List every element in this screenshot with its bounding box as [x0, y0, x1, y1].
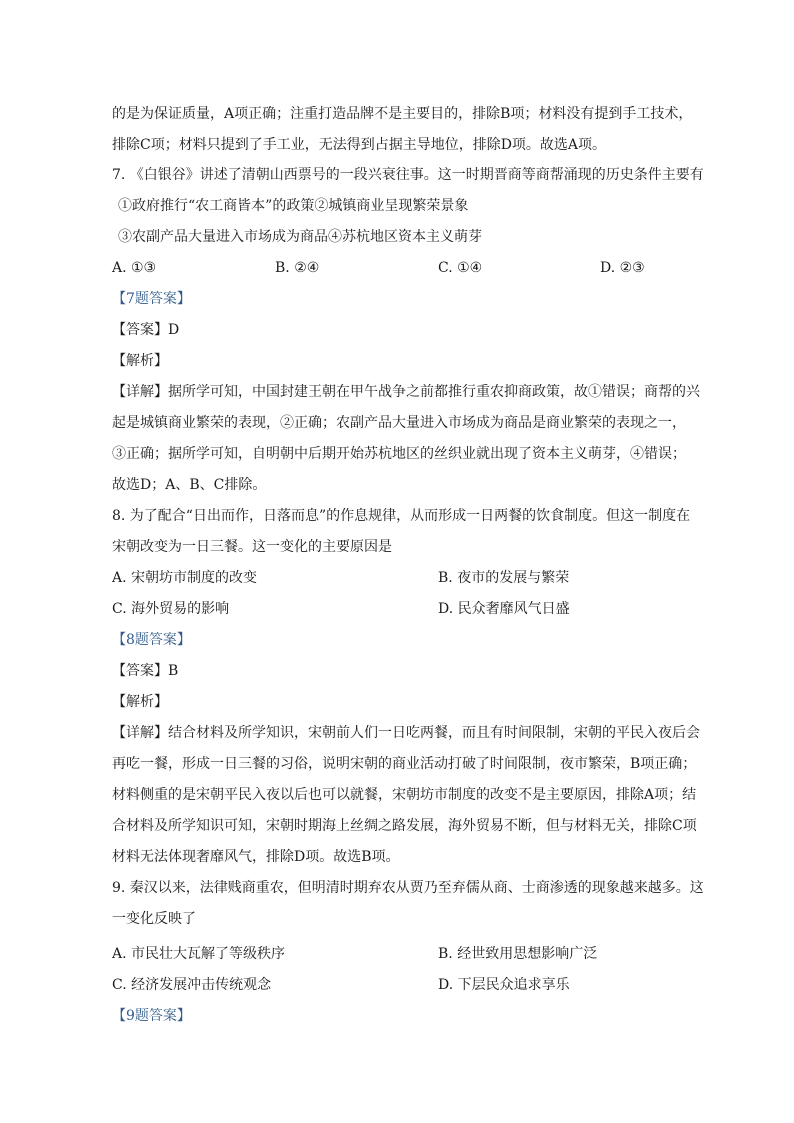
q7-detail-line-2: 起是城镇商业繁荣的表现，②正确；农副产品大量进入市场成为商品是商业繁荣的表现之一，	[112, 415, 686, 431]
q7-option-b: B. ②④	[275, 260, 320, 276]
q8-stem-line-1: 8. 为了配合“日出而作，日落而息”的作息规律，从而形成一日两餐的饮食制度。但这一制度在	[112, 508, 691, 524]
q8-answer: 【答案】B	[112, 663, 179, 679]
q9-stem-line-1: 9. 秦汉以来，法律贱商重农，但明清时期弃农从贾乃至弃儒从商、士商渗透的现象越来越多。这	[112, 880, 704, 896]
q7-detail-line-3: ③正确；据所学可知，自明朝中后期开始苏杭地区的丝织业就出现了资本主义萌芽，④错误；	[112, 446, 686, 462]
q8-option-b: B. 夜市的发展与繁荣	[438, 570, 570, 586]
q8-stem-line-2: 宋朝改变为一日三餐。这一变化的主要原因是	[112, 539, 392, 555]
q7-answer-tag: 【7题答案】	[112, 291, 191, 307]
q8-analysis-label: 【解析】	[112, 694, 168, 710]
q8-detail-line-1: 【详解】结合材料及所学知识，宋朝前人们一日吃两餐，而且有时间限制，宋朝的平民入夜后会	[112, 725, 700, 741]
q9-option-c: C. 经济发展冲击传统观念	[112, 977, 272, 993]
q7-option-a: A. ①③	[112, 260, 157, 276]
q7-detail-line-1: 【详解】据所学可知，中国封建王朝在甲午战争之前都推行重农抑商政策，故①错误；商帮的兴	[112, 384, 700, 400]
q9-stem-line-2: 一变化反映了	[112, 911, 196, 927]
q7-option-d: D. ②③	[600, 260, 645, 276]
q8-answer-tag: 【8题答案】	[112, 632, 191, 648]
q7-item-line-2: ③农副产品大量进入市场成为商品④苏杭地区资本主义萌芽	[118, 229, 482, 245]
q7-item-line-1: ①政府推行“农工商皆本”的政策②城镇商业呈现繁荣景象	[118, 198, 469, 214]
q9-option-b: B. 经世致用思想影响广泛	[438, 946, 598, 962]
q8-detail-line-2: 再吃一餐，形成一日三餐的习俗，说明宋朝的商业活动打破了时间限制，夜市繁荣，B项正确；	[112, 756, 697, 772]
q7-stem: 7. 《白银谷》讲述了清朝山西票号的一段兴衰往事。这一时期晋商等商帮涌现的历史条件主要有	[112, 167, 704, 183]
q8-detail-line-5: 材料无法体现奢靡风气，排除D项。故选B项。	[112, 849, 400, 865]
q9-answer-tag: 【9题答案】	[112, 1008, 191, 1024]
q7-answer: 【答案】D	[112, 322, 180, 338]
q6-explanation-line-2: 排除C项；材料只提到了手工业，无法得到占据主导地位，排除D项。故选A项。	[112, 137, 607, 153]
q8-option-d: D. 民众奢靡风气日盛	[438, 601, 570, 617]
q7-option-c: C. ①④	[438, 260, 483, 276]
q6-explanation-line-1: 的是为保证质量，A项正确；注重打造品牌不是主要目的，排除B项；材料没有提到手工技术，	[112, 106, 693, 122]
q7-analysis-label: 【解析】	[112, 353, 168, 369]
q8-option-a: A. 宋朝坊市制度的改变	[112, 570, 258, 586]
q8-detail-line-4: 合材料及所学知识可知，宋朝时期海上丝绸之路发展，海外贸易不断，但与材料无关，排除C项	[112, 818, 697, 834]
q9-option-a: A. 市民壮大瓦解了等级秩序	[112, 946, 286, 962]
q8-detail-line-3: 材料侧重的是宋朝平民入夜以后也可以就餐，宋朝坊市制度的改变不是主要原因，排除A项；结	[112, 787, 697, 803]
q7-detail-line-4: 故选D；A、B、C排除。	[112, 477, 267, 493]
q9-option-d: D. 下层民众追求享乐	[438, 977, 570, 993]
q8-option-c: C. 海外贸易的影响	[112, 601, 230, 617]
